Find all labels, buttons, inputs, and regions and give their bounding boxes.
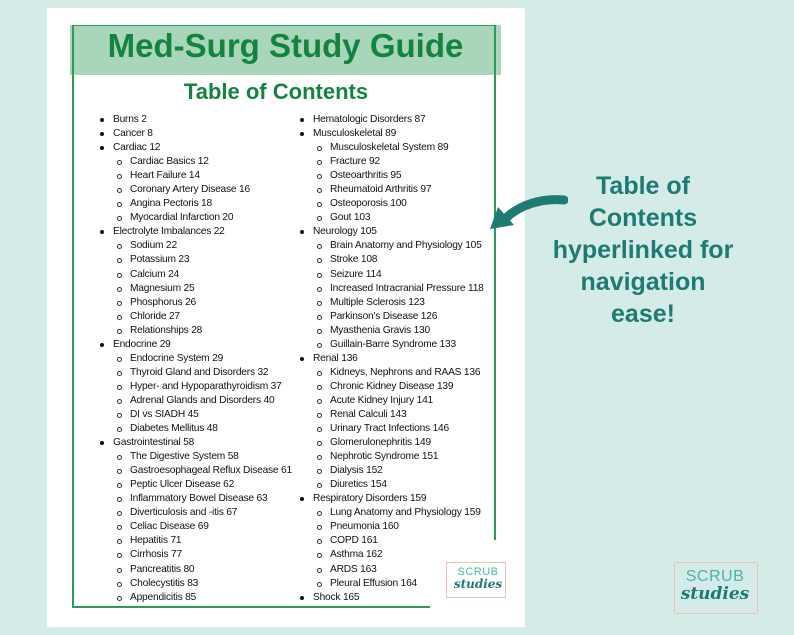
toc-section-link[interactable]: Burns 2 — [98, 113, 292, 127]
frame-line — [494, 25, 496, 540]
toc-section-link[interactable]: Gastrointestinal 58 — [98, 436, 292, 450]
toc-subsection-link[interactable]: Guillain-Barre Syndrome 133 — [298, 338, 484, 352]
toc-subsection-link[interactable]: Gastroesophageal Reflux Disease 61 — [98, 464, 292, 478]
toc-subsection-link[interactable]: DI vs SIADH 45 — [98, 408, 292, 422]
toc-subsection-link[interactable]: Phosphorus 26 — [98, 296, 292, 310]
toc-subsection-link[interactable]: Peptic Ulcer Disease 62 — [98, 478, 292, 492]
toc-subsection-link[interactable]: Inflammatory Bowel Disease 63 — [98, 492, 292, 506]
toc-subsection-link[interactable]: Appendicitis 85 — [98, 591, 292, 605]
toc-subsection-link[interactable]: Heart Failure 14 — [98, 169, 292, 183]
toc-subsection-link[interactable]: Relationships 28 — [98, 324, 292, 338]
toc-subsection-link[interactable]: Celiac Disease 69 — [98, 520, 292, 534]
toc-section-link[interactable]: Neurology 105 — [298, 225, 484, 239]
toc-section-link[interactable]: Musculoskeletal 89 — [298, 127, 484, 141]
toc-subsection-link[interactable]: Gout 103 — [298, 211, 484, 225]
toc-column-right — [298, 113, 484, 605]
toc-subsection-link[interactable]: Diabetes Mellitus 48 — [98, 422, 292, 436]
callout-text — [530, 170, 756, 330]
toc-section-link[interactable]: Hematologic Disorders 87 — [298, 113, 484, 127]
toc-section-link[interactable]: Endocrine 29 — [98, 338, 292, 352]
toc-subsection-link[interactable]: Cardiac Basics 12 — [98, 155, 292, 169]
toc-subsection-link[interactable]: The Digestive System 58 — [98, 450, 292, 464]
toc-subsection-link[interactable]: Renal Calculi 143 — [298, 408, 484, 422]
frame-line — [72, 606, 430, 608]
toc-subsection-link[interactable]: Adrenal Glands and Disorders 40 — [98, 394, 292, 408]
toc-subsection-link[interactable]: Coronary Artery Disease 16 — [98, 183, 292, 197]
toc-subsection-link[interactable]: Cirrhosis 77 — [98, 548, 292, 562]
toc-subsection-link[interactable]: Stroke 108 — [298, 253, 484, 267]
toc-section-link[interactable]: Shock 165 — [298, 591, 484, 605]
document-title: Med-Surg Study Guide — [107, 27, 464, 64]
toc-subsection-link[interactable]: Thyroid Gland and Disorders 32 — [98, 366, 292, 380]
toc-subsection-link[interactable]: Hepatitis 71 — [98, 534, 292, 548]
toc-subsection-link[interactable]: Asthma 162 — [298, 548, 484, 562]
toc-subsection-link[interactable]: Dialysis 152 — [298, 464, 484, 478]
toc-heading: Table of Contents — [183, 79, 369, 104]
toc-subsection-link[interactable]: Nephrotic Syndrome 151 — [298, 450, 484, 464]
toc-subsection-link[interactable]: Pneumonia 160 — [298, 520, 484, 534]
callout-line: hyperlinked for — [552, 236, 734, 264]
toc-subsection-link[interactable]: Seizure 114 — [298, 268, 484, 282]
toc-subsection-link[interactable]: Myasthenia Gravis 130 — [298, 324, 484, 338]
toc-subsection-link[interactable]: Hyper- and Hypoparathyroidism 37 — [98, 380, 292, 394]
toc-section-link[interactable]: Electrolyte Imbalances 22 — [98, 225, 292, 239]
toc-subsection-link[interactable]: Osteoarthritis 95 — [298, 169, 484, 183]
callout-line: navigation — [580, 268, 706, 296]
toc-subsection-link[interactable]: Urinary Tract Infections 146 — [298, 422, 484, 436]
toc-subsection-link[interactable]: Pleural Effusion 164 — [298, 577, 484, 591]
toc-subsection-link[interactable]: Diverticulosis and -itis 67 — [98, 506, 292, 520]
logo-script: studies — [453, 577, 503, 591]
toc-subsection-link[interactable]: Calcium 24 — [98, 268, 292, 282]
toc-subsection-link[interactable]: Acute Kidney Injury 141 — [298, 394, 484, 408]
scrub-studies-logo — [660, 560, 770, 612]
frame-line — [72, 25, 496, 26]
logo-text: SCRUB — [685, 568, 745, 585]
toc-subsection-link[interactable]: Osteoporosis 100 — [298, 197, 484, 211]
toc-column-left — [98, 113, 292, 605]
toc-subsection-link[interactable]: Pancreatitis 80 — [98, 563, 292, 577]
toc-section-link[interactable]: Cardiac 12 — [98, 141, 292, 155]
toc-subsection-link[interactable]: Sodium 22 — [98, 239, 292, 253]
toc-section-link[interactable]: Respiratory Disorders 159 — [298, 492, 484, 506]
logo-script: studies — [680, 584, 750, 604]
callout-line: ease! — [611, 300, 675, 328]
frame-line — [72, 25, 74, 608]
toc-subsection-link[interactable]: Diuretics 154 — [298, 478, 484, 492]
toc-subsection-link[interactable]: Increased Intracranial Pressure 118 — [298, 282, 484, 296]
callout-line: Table of — [596, 172, 690, 200]
toc-subsection-link[interactable]: Myocardial Infarction 20 — [98, 211, 292, 225]
toc-subsection-link[interactable]: COPD 161 — [298, 534, 484, 548]
toc-subsection-link[interactable]: Parkinson's Disease 126 — [298, 310, 484, 324]
toc-subsection-link[interactable]: Cholecystitis 83 — [98, 577, 292, 591]
toc-subsection-link[interactable]: ARDS 163 — [298, 563, 484, 577]
logo-text: SCRUB — [457, 566, 499, 578]
toc-subsection-link[interactable]: Musculoskeletal System 89 — [298, 141, 484, 155]
toc-subsection-link[interactable]: Multiple Sclerosis 123 — [298, 296, 484, 310]
toc-subsection-link[interactable]: Brain Anatomy and Physiology 105 — [298, 239, 484, 253]
toc-subsection-link[interactable]: Lung Anatomy and Physiology 159 — [298, 506, 484, 520]
toc-subsection-link[interactable]: Chronic Kidney Disease 139 — [298, 380, 484, 394]
toc-subsection-link[interactable]: Rheumatoid Arthritis 97 — [298, 183, 484, 197]
toc-subsection-link[interactable]: Kidneys, Nephrons and RAAS 136 — [298, 366, 484, 380]
toc-subsection-link[interactable]: Glomerulonephritis 149 — [298, 436, 484, 450]
callout-line: Contents — [588, 204, 698, 232]
toc-subsection-link[interactable]: Magnesium 25 — [98, 282, 292, 296]
scrub-studies-logo-small — [436, 562, 520, 598]
toc-subsection-link[interactable]: Angina Pectoris 18 — [98, 197, 292, 211]
toc-subsection-link[interactable]: Potassium 23 — [98, 253, 292, 267]
toc-subsection-link[interactable]: Fracture 92 — [298, 155, 484, 169]
toc-subsection-link[interactable]: Endocrine System 29 — [98, 352, 292, 366]
toc-subsection-link[interactable]: Chloride 27 — [98, 310, 292, 324]
toc-section-link[interactable]: Cancer 8 — [98, 127, 292, 141]
toc-section-link[interactable]: Renal 136 — [298, 352, 484, 366]
